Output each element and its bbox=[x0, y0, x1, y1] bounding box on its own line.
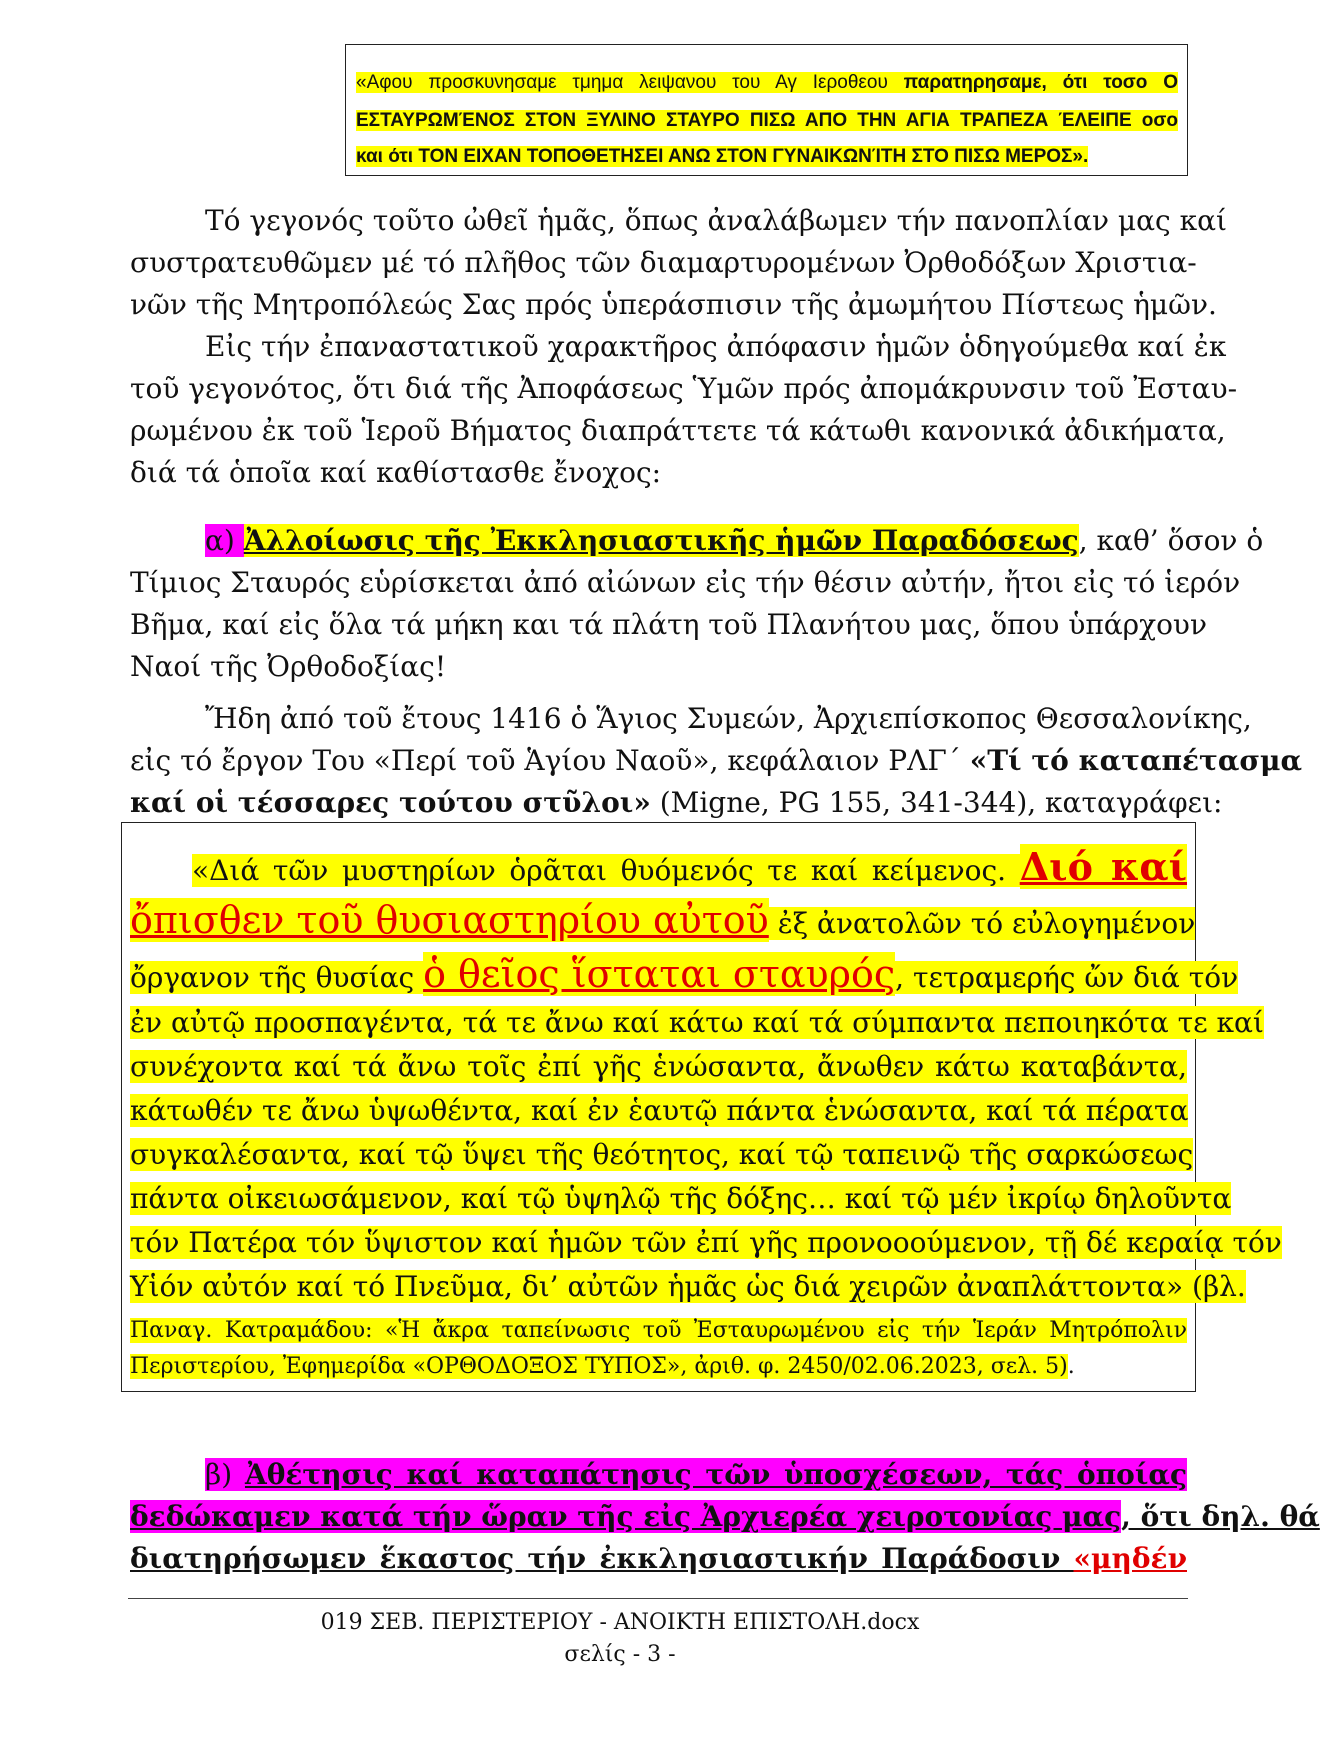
para2-line-3: ρωμένου ἐκ τοῦ Ἱεροῦ Βήματος διαπράττετε τά κάτωθι κανονικά ἀδικήματα, bbox=[130, 414, 1226, 447]
quote-line-9: τόν Πατέρα τόν ὕψιστον καί ἡμῶν τῶν ἐπί γῆς προνοοούμενον, τῇ δέ κεραίᾳ τόν bbox=[130, 1226, 1282, 1259]
footer-page-number: σελίς - 3 - bbox=[564, 1642, 676, 1667]
quote-reference-1: Παναγ. Κατραμάδου: «Ἡ ἄκρα ταπείνωσις τοῦ Ἐσταυρωμένου εἰς τήν Ἱεράν Μητρόπολιν bbox=[130, 1318, 1187, 1343]
para1-line-2: συστρατευθῶμεν μέ τό πλῆθος τῶν διαμαρτυρομένων Ὀρθοδόξων Χριστια- bbox=[130, 246, 1197, 279]
item-b-line-3: διατηρήσωμεν ἕκαστος τήν ἐκκλησιαστικήν Παράδοσιν «μηδέν bbox=[130, 1542, 1187, 1575]
note-line-1: «Αφου προσκυνησαμε τμημα λειψανου του Αγ Ιεροθεου παρατηρησαμε, ότι τοσο Ο bbox=[356, 72, 1178, 93]
quote-line-8: πάντα οἰκειωσάμενον, καί τῷ ὑψηλῷ τῆς δόξης… καί τῷ μέν ἰκρίῳ δηλοῦντα bbox=[130, 1182, 1232, 1215]
para2-line-4: διά τά ὁποῖα καί καθίστασθε ἔνοχος: bbox=[130, 456, 662, 489]
quote-line-3: ὄργανον τῆς θυσίας ὁ θεῖος ἵσταται σταυρός, τετραμερής ὤν διά τόν bbox=[130, 952, 1239, 996]
para3-line-3: καί οἱ τέσσαρες τούτου στῦλοι» (Migne, PG 155, 341-344), καταγράφει: bbox=[130, 786, 1223, 819]
para3-line-2: εἰς τό ἔργον Του «Περί τοῦ Ἁγίου Ναοῦ», κεφάλαιον ΡΛΓ΄ «Τί τό καταπέτασμα bbox=[130, 744, 1303, 777]
para2-line-1: Εἰς τήν ἐπαναστατικοῦ χαρακτῆρος ἀπόφασιν ἡμῶν ὁδηγούμεθα καί ἐκ bbox=[205, 330, 1227, 363]
item-b-line-1: β) Ἀθέτησις καί καταπάτησις τῶν ὑποσχέσεων, τάς ὁποίας bbox=[205, 1458, 1188, 1491]
quote-line-1: «Διά τῶν μυστηρίων ὁρᾶται θυόμενός τε καί κείμενος. Διό καί bbox=[192, 844, 1187, 889]
item-a-heading: α) Ἀλλοίωσις τῆς Ἐκκλησιαστικῆς ἡμῶν Παραδόσεως, καθ’ ὅσον ὁ bbox=[205, 524, 1264, 557]
footer-divider bbox=[128, 1598, 1188, 1599]
item-a-line-2: Τίμιος Σταυρός εὑρίσκεται ἀπό αἰώνων εἰς τήν θέσιν αὐτήν, ἤτοι εἰς τό ἱερόν bbox=[130, 566, 1241, 599]
quote-line-5: συνέχοντα καί τά ἄνω τοῖς ἐπί γῆς ἑνώσαντα, ἄνωθεν κάτω καταβάντα, bbox=[130, 1050, 1187, 1083]
para1-line-1: Τό γεγονός τοῦτο ὠθεῖ ἡμᾶς, ὅπως ἀναλάβωμεν τήν πανοπλίαν μας καί bbox=[205, 204, 1227, 237]
item-a-line-3: Βῆμα, καί εἰς ὅλα τά μήκη και τά πλάτη τοῦ Πλανήτου μας, ὅπου ὑπάρχουν bbox=[130, 608, 1207, 641]
para3-line-1: Ἤδη ἀπό τοῦ ἔτους 1416 ὁ Ἅγιος Συμεών, Ἀρχιεπίσκοπος Θεσσαλονίκης, bbox=[205, 702, 1252, 735]
quote-line-2: ὄπισθεν τοῦ θυσιαστηρίου αὐτοῦ ἐξ ἀνατολῶν τό εὐλογημένον bbox=[130, 898, 1196, 942]
quote-line-10: Υἱόν αὐτόν καί τό Πνεῦμα, δι’ αὐτῶν ἡμᾶς ὡς διά χειρῶν ἀναπλάττοντα» (βλ. bbox=[130, 1270, 1246, 1303]
quote-line-4: ἐν αὐτῷ προσπαγέντα, τά τε ἄνω καί κάτω καί τά σύμπαντα πεποιηκότα τε καί bbox=[130, 1006, 1264, 1039]
quote-reference-2: Περιστερίου, Ἐφημερίδα «ΟΡΘΟΔΟΞΟΣ ΤΥΠΟΣ», ἀριθ. φ. 2450/02.06.2023, σελ. 5). bbox=[130, 1354, 1075, 1379]
quote-line-6: κάτωθέν τε ἄνω ὑψωθέντα, καί ἐν ἑαυτῷ πάντα ἑνώσαντα, καί τά πέρατα bbox=[130, 1094, 1189, 1127]
item-a-line-4: Ναοί τῆς Ὀρθοδοξίας! bbox=[130, 650, 447, 683]
item-b-line-2: δεδώκαμεν κατά τήν ὥραν τῆς εἰς Ἀρχιερέα χειροτονίας μας, ὅτι δηλ. θά bbox=[130, 1500, 1320, 1533]
para2-line-2: τοῦ γεγονότος, ὅτι διά τῆς Ἀποφάσεως Ὑμῶν πρός ἀπομάκρυνσιν τοῦ Ἐσταυ- bbox=[130, 372, 1238, 405]
quote-line-7: συγκαλέσαντα, καί τῷ ὕψει τῆς θεότητος, καί τῷ ταπεινῷ τῆς σαρκώσεως bbox=[130, 1138, 1194, 1171]
para1-line-3: νῶν τῆς Μητροπόλεώς Σας πρός ὑπεράσπισιν τῆς ἀμωμήτου Πίστεως ἡμῶν. bbox=[130, 288, 1217, 321]
note-line-2: ΕΣΤΑΥΡΩΜΈΝΟΣ ΣΤΟΝ ΞΥΛΙΝΟ ΣΤΑΥΡΟ ΠΙΣΩ ΑΠΟ ΤΗΝ ΑΓΙΑ ΤΡΑΠΕΖΑ ΈΛΕΙΠΕ οσο bbox=[356, 110, 1178, 131]
note-line-3: και ότι ΤΟΝ ΕΙΧΑΝ ΤΟΠΟΘΕΤΗΣΕΙ ΑΝΩ ΣΤΟΝ ΓΥΝΑΙΚΩΝΊΤΗ ΣΤΟ ΠΙΣΩ ΜΕΡΟΣ». bbox=[356, 146, 1089, 167]
footer-filename: 019 ΣΕΒ. ΠΕΡΙΣΤΕΡΙΟΥ - ΑΝΟΙΚΤΗ ΕΠΙΣΤΟΛΗ.docx bbox=[320, 1610, 920, 1635]
